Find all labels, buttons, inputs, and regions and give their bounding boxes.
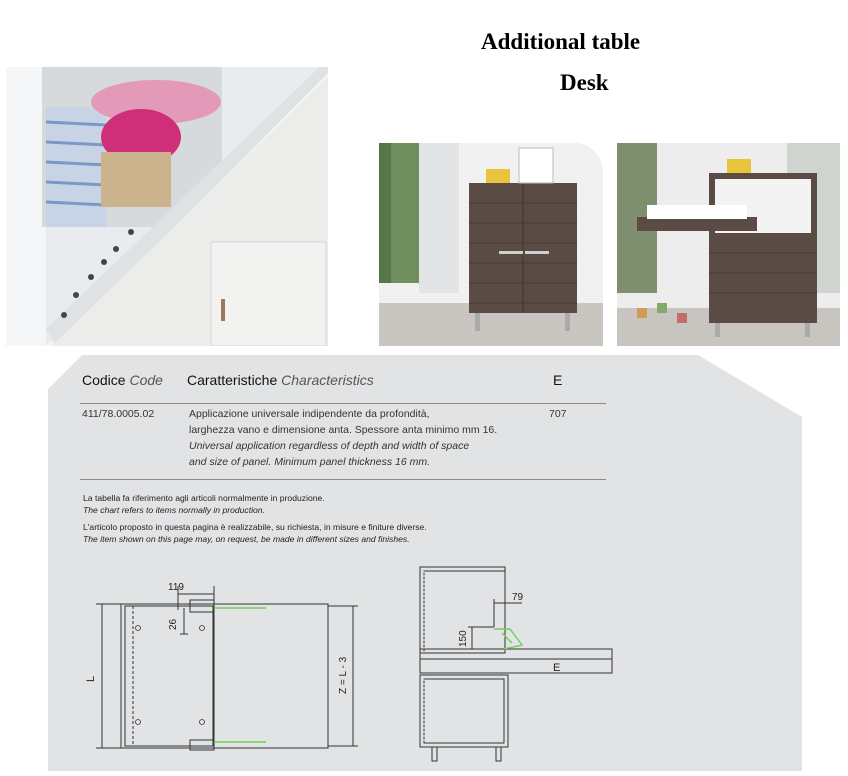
header-char-en: Characteristics — [281, 372, 374, 388]
desc-en-line2: and size of panel. Minimum panel thickness 16 mm. — [189, 456, 431, 468]
header-code — [82, 372, 163, 388]
drawing-side-section — [410, 563, 620, 769]
desc-it-line1: Applicazione universale indipendente da profondità, — [189, 408, 430, 420]
header-char-it: Caratteristiche — [187, 372, 278, 388]
desc-en-line1: Universal application regardless of depth and width of space — [189, 440, 470, 452]
note1-en: The chart refers to items normally in production. — [83, 505, 265, 515]
page-subtitle: Desk — [560, 70, 609, 95]
note2-en: The item shown on this page may, on request, be made in different sizes and finishes. — [83, 534, 410, 544]
row-code: 411/78.0005.02 — [82, 408, 155, 420]
dim-26-label: 26 — [168, 618, 179, 630]
page-title: Additional table — [481, 29, 641, 54]
header-e: E — [553, 372, 563, 388]
header-code-en: Code — [129, 372, 163, 388]
photo-cabinet-open — [617, 143, 840, 346]
dim-E-label: E — [553, 662, 561, 674]
note1-it: La tabella fa riferimento agli articoli normalmente in produzione. — [83, 493, 325, 503]
desc-it-line2: larghezza vano e dimensione anta. Spessore anta minimo mm 16. — [189, 424, 498, 436]
row-e-value: 707 — [549, 408, 567, 420]
table-bottom-divider — [80, 479, 606, 480]
photo-cabinet-closed — [379, 143, 603, 346]
header-code-it: Codice — [82, 372, 126, 388]
drawing-front-view — [80, 570, 380, 760]
dim-119-label: 119 — [168, 582, 184, 593]
photo-attic-detail — [6, 67, 328, 346]
notes — [83, 492, 603, 545]
row-description — [189, 406, 539, 470]
note2-it: L'articolo proposto in questa pagina è realizzabile, su richiesta, in misure e finiture diverse. — [83, 522, 427, 532]
header-characteristics — [187, 372, 374, 388]
dim-150-label: 150 — [458, 630, 469, 647]
table-header-divider — [80, 403, 606, 404]
dim-Z-label: Z = L - 3 — [338, 656, 349, 694]
dim-L-label: L — [85, 675, 97, 682]
dim-79-label: 79 — [512, 592, 524, 603]
